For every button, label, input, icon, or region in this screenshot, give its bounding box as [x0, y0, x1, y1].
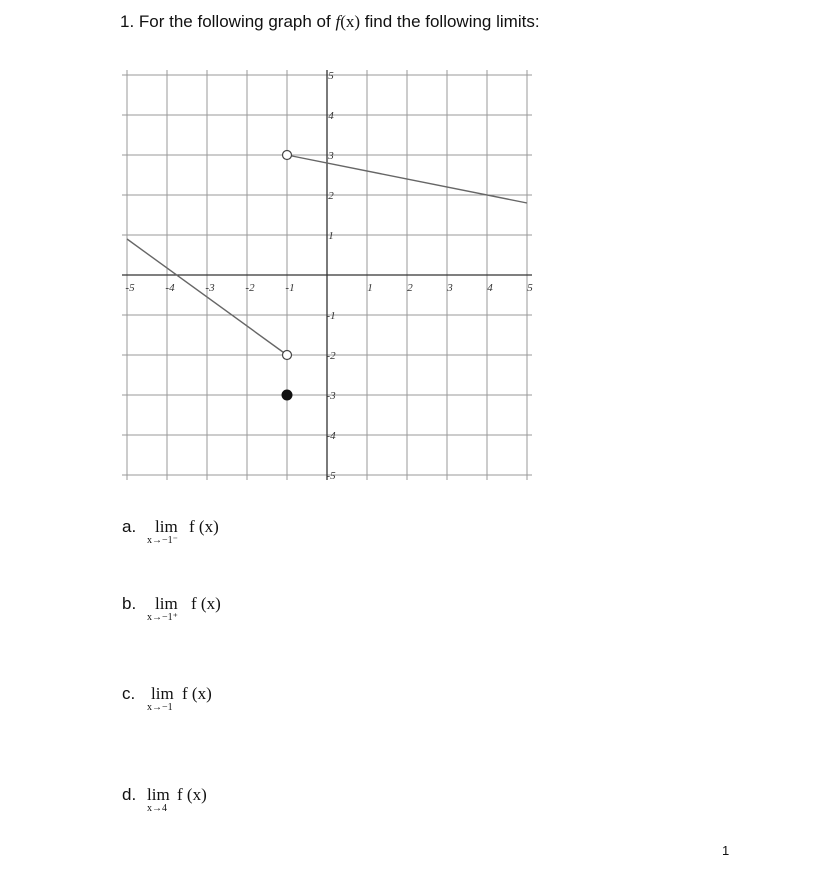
lim-subscript: x→−1⁺: [147, 612, 178, 623]
x-tick-label: -1: [285, 282, 295, 294]
open-endpoint: [283, 351, 292, 360]
function-argument: (x): [340, 12, 361, 31]
lim-word: lim: [155, 594, 178, 613]
x-tick-label: 5: [527, 282, 533, 294]
x-tick-label: 3: [447, 282, 453, 294]
x-tick-label: -3: [205, 282, 215, 294]
lim-subscript: x→4: [147, 803, 167, 814]
y-tick-label: -2: [326, 350, 336, 362]
limit-function: f (x): [177, 785, 207, 804]
y-tick-label: 4: [328, 110, 334, 122]
y-tick-label: -5: [326, 470, 336, 482]
lim-word: lim: [151, 684, 174, 703]
question-text-end: find the following limits:: [360, 12, 540, 31]
x-tick-label: -4: [165, 282, 175, 294]
y-tick-label: -1: [326, 310, 336, 322]
part-letter: c.: [122, 684, 136, 703]
x-tick-label: 2: [407, 282, 413, 294]
page-number: 1: [722, 843, 730, 858]
x-tick-label: 1: [367, 282, 373, 294]
y-tick-label: 2: [328, 190, 334, 202]
lim-word: lim: [155, 517, 178, 536]
part-letter: d.: [122, 785, 137, 804]
lim-subscript: x→−1: [147, 702, 173, 713]
lim-word: lim: [147, 785, 170, 804]
graph-axes: [122, 70, 532, 480]
y-tick-label: -3: [326, 390, 336, 402]
part-letter: a.: [122, 517, 137, 536]
y-tick-label: 5: [328, 70, 334, 82]
y-tick-labels: [326, 70, 336, 482]
x-tick-label: -5: [125, 282, 135, 294]
question-text-start: 1. For the following graph of: [120, 12, 336, 31]
x-tick-label: 4: [487, 282, 493, 294]
open-endpoint: [283, 151, 292, 160]
x-tick-labels: [125, 282, 533, 294]
lim-subscript: x→−1⁻: [147, 535, 178, 546]
filled-point: [282, 390, 292, 400]
y-tick-label: 3: [328, 150, 334, 162]
limit-function: f (x): [189, 517, 219, 536]
function-name: f: [335, 12, 341, 31]
y-tick-label: 1: [328, 230, 334, 242]
limit-function: f (x): [182, 684, 212, 703]
x-tick-label: -2: [245, 282, 255, 294]
y-tick-label: -4: [326, 430, 336, 442]
part-letter: b.: [122, 594, 137, 613]
limit-function: f (x): [191, 594, 221, 613]
